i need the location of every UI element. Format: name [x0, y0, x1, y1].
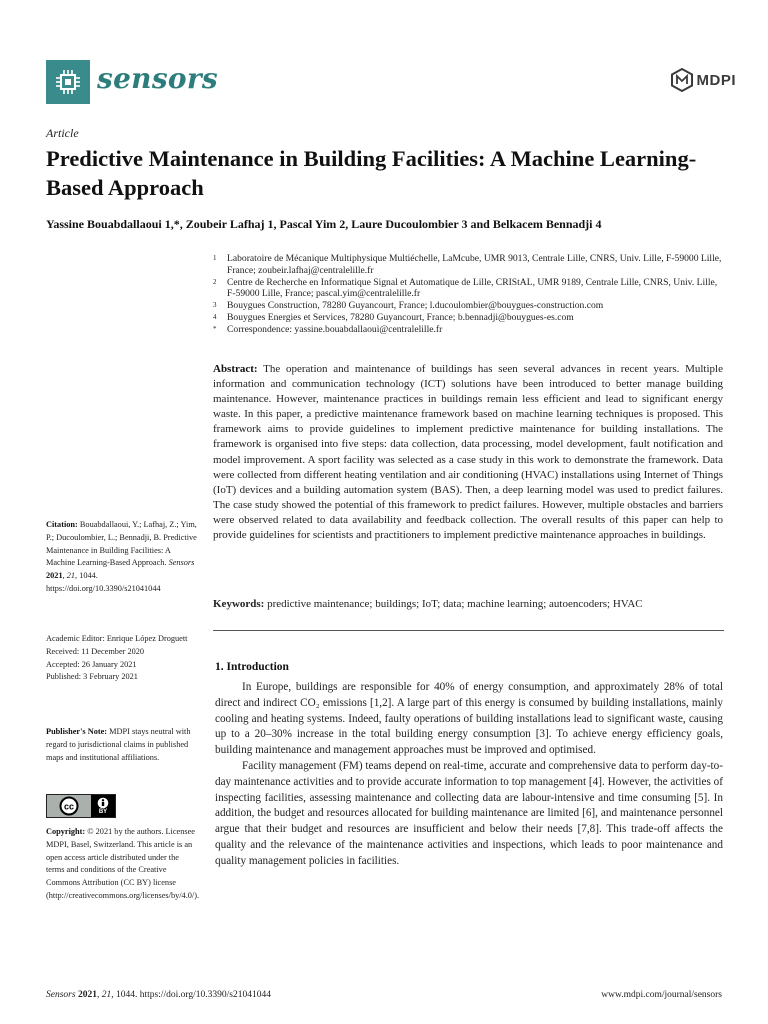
citation-journal: Sensors	[168, 558, 195, 568]
svg-text:cc: cc	[63, 801, 75, 812]
affiliation-marker: 1	[213, 254, 217, 262]
publisher-note-label: Publisher's Note:	[46, 727, 108, 736]
affiliation-marker: *	[213, 324, 217, 333]
affiliation-item	[213, 253, 723, 277]
publisher-name: MDPI	[696, 71, 736, 89]
affiliation-item	[213, 300, 723, 312]
copyright-text: © 2021 by the authors. Licensee MDPI, Basel, Switzerland. This article is an open access article distributed under the terms and conditions of the Creative Commons Attribution (CC BY) license (http://creativecommons.org/licenses/by/4.0/).	[46, 827, 200, 900]
cc-by-label: BY	[98, 809, 108, 815]
keywords	[213, 598, 723, 610]
footer-doi[interactable]: , 1044. https://doi.org/10.3390/s21041044	[111, 990, 271, 1000]
journal-logo	[46, 60, 90, 104]
affiliation-text: Centre de Recherche en Informatique Signal et Automatique de Lille, CRIStAL, UMR 9189, Centrale Lille, CNRS, Univ. Lille, F-59000 Lille, France; pascal.yim@centralelille.fr	[227, 276, 718, 300]
publisher-note-text: MDPI stays neutral with regard to jurisdictional claims in published maps and institutional affiliations.	[46, 727, 191, 762]
publisher-note	[46, 726, 198, 764]
citation-block: Citation: Bouabdallaoui, Y.; Lafhaj, Z.; Yim, P.; Ducoulombier, L.; Bennadji, B. Predictive Maintenance in Building Facilities: A Machine Learning-Based Approach. Sensors 2021, 21, 1044. https://doi.org/10.3390/s21041044	[46, 520, 197, 593]
affiliation-item	[213, 312, 723, 324]
footer-journal: Sensors	[46, 990, 76, 1000]
footer-volume: 21	[101, 990, 112, 1000]
affiliation-text: Bouygues Construction, 78280 Guyancourt, France; l.ducoulombier@bouygues-construction.com	[227, 300, 604, 312]
affiliations	[213, 253, 723, 336]
section-heading: 1. Introduction	[215, 661, 289, 673]
footer-year: 2021	[77, 990, 97, 1000]
citation-doi[interactable]: , 1044. https://doi.org/10.3390/s21041044	[46, 571, 161, 593]
footer-citation: Sensors 2021, 21, 1044. https://doi.org/10.3390/s21041044	[46, 990, 271, 1000]
affiliation-marker: 2	[213, 277, 217, 286]
keywords-label: Keywords:	[213, 598, 265, 610]
page-header	[46, 60, 736, 106]
copyright-block	[46, 826, 198, 903]
article-title: Predictive Maintenance in Building Facilities: A Machine Learning-Based Approach	[46, 146, 697, 200]
attribution-icon	[91, 795, 115, 817]
abstract	[213, 362, 723, 543]
affiliation-marker: 4	[213, 312, 217, 321]
published-date: Published: 3 February 2021	[46, 672, 138, 682]
paragraph: In Europe, buildings are responsible for 40% of energy consumption, and approximately 28% of total direct and indirect CO₂ emissions [1,2]. A large part of this energy is consumed by building installations, mainly cooling and heating systems. Indeed, faulty operations of building installations lead to significant waste, causing up to a 20–30% increase in the total building energy consumption [3]. To achieve energy efficiency goals, building maintenance and management approaches must be improved and optimised.	[215, 681, 723, 757]
keywords-text: predictive maintenance; buildings; IoT; data; machine learning; autoencoders; HVAC	[267, 598, 643, 610]
cc-by-license-badge[interactable]	[46, 794, 116, 818]
author-list: Yassine Bouabdallaoui 1,*, Zoubeir Lafhaj 1, Pascal Yim 2, Laure Ducoulombier 3 and Belkacem Bennadji 4	[46, 217, 602, 231]
citation-volume: 21	[66, 571, 76, 581]
publisher-logo	[671, 68, 737, 92]
abstract-text: The operation and maintenance of buildings has seen several advances in recent years. Multiple information and communication technology (ICT) solutions have been introduced to better manage building maintenance. However, maintenance practices in buildings remain less efficient and lead to significant energy waste. In this paper, a predictive maintenance framework based on machine learning techniques is proposed. This framework aims to provide guidelines to implement predictive maintenance for building installations. The framework is organised into five steps: data collection, data processing, model development, fault notification and model improvement. A sport facility was selected as a case study in this work to demonstrate the framework. Data were collected from different heating ventilation and air conditioning (HVAC) installations using Internet of Things (IoT) devices and a building automation system (BAS). Then, a deep learning model was used to predict failures. The case study showed the potential of this framework to predict failures. However, multiple obstacles and barriers were observed related to data availability and feedback collection. The overall results of this paper can help to provide guidelines for scientists and practitioners to implement predictive maintenance approaches in buildings.	[213, 363, 723, 542]
affiliation-text: Laboratoire de Mécanique Multiphysique Multiéchelle, LaMcube, UMR 9013, Centrale Lille, CNRS, Univ. Lille, F-59000 Lille, France; zoubeir.lafhaj@centralelille.fr	[227, 253, 722, 276]
affiliation-text: Bouygues Energies et Services, 78280 Guyancourt, France; b.bennadji@bouygues-es.com	[227, 311, 574, 323]
received-date: Received: 11 December 2020	[46, 646, 145, 656]
affiliation-item	[213, 324, 723, 336]
paragraph: Facility management (FM) teams depend on real-time, accurate and comprehensive data to perform day-to-day maintenance activities and to provide accurate information to top management [4]. However, the activities of inspecting facilities, assessing maintenance and collecting data are labour-intensive and time consuming [5]. In addition, the budget and resources allocated for building maintenance are limited [6], and maintenance personnel argue that their budget and resources are insufficient and below their needs [7,8]. This trade-off affects the quality and the relevance of the maintenance activities and inspections, which leads to poor maintenance and quality management policies in facilities.	[215, 759, 723, 867]
journal-name: sensors	[97, 62, 218, 95]
mdpi-hexagon-icon	[671, 68, 693, 92]
citation-text: Bouabdallaoui, Y.; Lafhaj, Z.; Yim, P.; Ducoulombier, L.; Bennadji, B. Predictive Maintenance in Building Facilities: A Machine Learning-Based Approach.	[46, 520, 197, 568]
affiliation-text: Correspondence: yassine.bouabdallaoui@centralelille.fr	[227, 323, 443, 335]
copyright-label: Copyright:	[46, 827, 86, 836]
citation-label: Citation:	[46, 520, 78, 529]
abstract-label: Abstract:	[213, 363, 258, 375]
footer-journal-url[interactable]: www.mdpi.com/journal/sensors	[601, 990, 722, 1000]
accepted-date: Accepted: 26 January 2021	[46, 659, 137, 669]
affiliation-marker: 3	[213, 301, 217, 310]
section-divider	[213, 630, 724, 631]
citation-year: 2021	[46, 571, 63, 581]
editorial-dates	[46, 633, 198, 684]
introduction-body	[215, 680, 723, 870]
affiliation-item	[213, 277, 723, 301]
cc-icon	[47, 795, 91, 817]
sensor-chip-icon	[53, 67, 83, 97]
academic-editor: Academic Editor: Enrique López Droguett	[46, 634, 188, 643]
article-type: Article	[46, 126, 79, 140]
